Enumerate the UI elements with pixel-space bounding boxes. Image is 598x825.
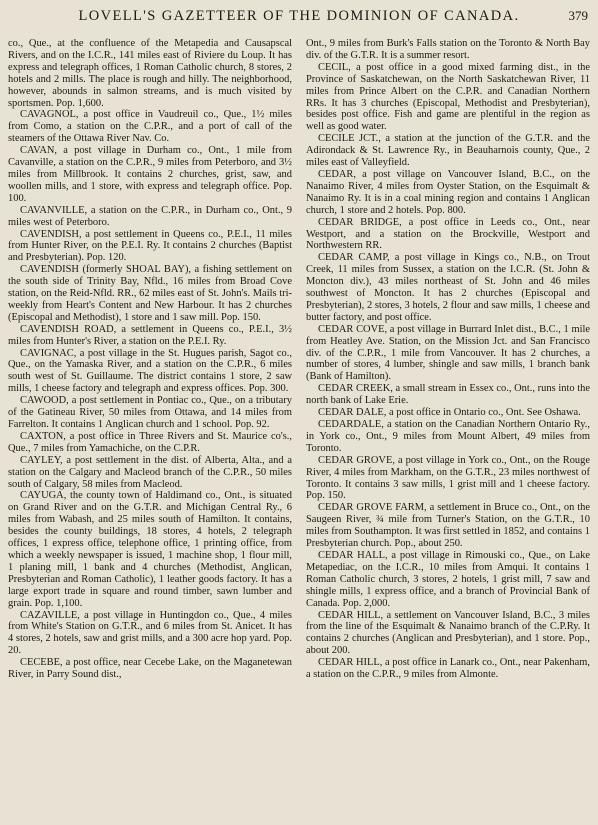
gazetteer-entry: CEDAR DALE, a post office in Ontario co., Ont. See Oshawa.: [318, 407, 581, 419]
text-columns: [8, 38, 590, 681]
right-column: [306, 38, 590, 681]
running-title: LOVELL'S GAZETTEER OF THE DOMINION OF CANADA.: [78, 8, 520, 24]
gazetteer-entry: CECIL, a post office in a good mixed farming dist., in the Province of Saskatchewan, on the North Saskatchewan River, 11 miles from Prince Albert on the C.P.R. and Canadian Northern RRs. It has 3 churches (Episcopal, Methodist and Presbyterian), besides post office. Fish and game are plentiful in the region as well as good water.: [306, 61, 590, 133]
page-number: 379: [568, 8, 588, 23]
gazetteer-entry: CAYUGA, the county town of Haldimand co., Ont., is situated on Grand River and on the G.T.R. and Michigan Central Ry., 6 miles from Wabash, and 25 miles south of Hamilton. It contains, besides the county buildings, 18 stores, 4 hotels, 2 telegraph offices, 1 express office, telephone office, 1 printing office, from which a weekly newspaper is issued, 1 machine shop, 1 flour mill, 1 planing mill, 1 bank and 4 churches (Methodist, Anglican, Presbyterian and Roman Catholic), 1 leather goods factory. It has a large export trade in square and round timber, sawn lumber and grain. Pop. 1,100.: [8, 490, 292, 609]
gazetteer-entry: CECILE JCT., a station at the junction of the G.T.R. and the Adirondack & St. Lawrence Ry., in Beauharnois county, Que., 2 miles east of Valleyfield.: [306, 133, 590, 169]
gazetteer-entry: co., Que., at the confluence of the Metapedia and Causapscal Rivers, and on the I.C.R., 141 miles east of Riviere du Loup. It has express and telegraph offices, 1 Roman Catholic church, 8 stores, 2 hotels and 2 mills. The place is rough and hilly. The neighborhood, however, abounds in salmon streams, and is much visited by sportsmen. Pop. 1,600.: [8, 38, 292, 109]
gazetteer-entry: CEDAR, a post village on Vancouver Island, B.C., on the Nanaimo River, 4 miles from Oyster Station, on the Esquimalt & Nanaimo Ry. It is in a coal mining region and contains 1 Anglican church, 1 store and 2 hotels. Pop. 800.: [306, 168, 590, 216]
gazetteer-entry: CEDAR GROVE, a post village in York co., Ont., on the Rouge River, 4 miles from Markham, on the G.T.R., 23 miles northwest of Toronto. It contains 3 saw mills, 1 grist mill and 1 cheese factory. Pop. 150.: [306, 454, 590, 502]
left-column: [8, 38, 292, 681]
gazetteer-entry: CECEBE, a post office, near Cecebe Lake, on the Maganetewan River, in Parry Sound dist.,: [8, 657, 292, 681]
gazetteer-entry: CAVENDISH (formerly SHOAL BAY), a fishing settlement on the south side of Trinity Bay, Nfld., 16 miles from Broad Cove station, on the Reid-Nfld. RR., 62 miles east of St. John's. Mails tri-weekly from Heart's Content and New Harbour. It has 2 churches (Episcopal and Methodist), 1 store and 1 saw mill. Pop. 150.: [8, 264, 292, 323]
gazetteer-entry: CEDAR CAMP, a post village in Kings co., N.B., on Trout Creek, 11 miles from Sussex, a station on the I.C.R. (St. John & Moncton div.), 43 miles northeast of St. John and 46 miles southwest of Moncton. It has 2 churches (Episcopal and Presbyterian), 2 stores, 3 hotels, 2 flour and saw mills, 1 cheese and butter factory, and post office.: [306, 252, 590, 323]
gazetteer-entry: CAVANVILLE, a station on the C.P.R., in Durham co., Ont., 9 miles west of Peterboro.: [8, 204, 292, 228]
gazetteer-entry: Ont., 9 miles from Burk's Falls station on the Toronto & North Bay div. of the G.T.R. It is a summer resort.: [306, 38, 590, 61]
gazetteer-entry: CAVIGNAC, a post village in the St. Hugues parish, Sagot co., Que., on the Yamaska River, and a station on the C.P.R., 6 miles south west of St. Guillaume. The district contains 1 store, 2 saw mills, 1 cheese factory and telegraph and express offices. Pop. 300.: [8, 347, 292, 395]
gazetteer-entry: CAXTON, a post office in Three Rivers and St. Maurice co's., Que., 7 miles from Yamachiche, on the C.P.R.: [8, 430, 292, 454]
gazetteer-entry: CEDAR BRIDGE, a post office in Leeds co., Ont., near Westport, and a station on the Brockville, Westport and Northwestern RR.: [306, 216, 590, 252]
gazetteer-entry: CEDAR HALL, a post village in Rimouski co., Que., on Lake Metapediac, on the I.C.R., 10 miles from Amqui. It contains 1 Roman Catholic church, 3 stores, 2 hotels, 1 grist mill, 7 saw and shingle mills, 1 express office, and a branch of Provincial Bank of Canada. Pop. 2,000.: [306, 549, 590, 609]
gazetteer-entry: CEDAR COVE, a post village in Burrard Inlet dist., B.C., 1 mile from Heatley Ave. Station, on the Mission Jct. and San Francisco div. of the C.P.R., 1 mile from Vancouver. It has 2 churches, a number of stores, 4 lumber, shingle and saw mills, 1 branch bank (Bank of Hamilton).: [306, 323, 590, 383]
gazetteer-entry: CEDAR CREEK, a small stream in Essex co., Ont., runs into the north bank of Lake Erie.: [306, 383, 590, 407]
gazetteer-entry: CEDAR HILL, a post office in Lanark co., Ont., near Pakenham, a station on the C.P.R., 9 miles from Almonte.: [306, 657, 590, 681]
gazetteer-entry: CEDARDALE, a station on the Canadian Northern Ontario Ry., in York co., Ont., 9 miles from Mount Albert, 49 miles from Toronto.: [306, 419, 590, 454]
gazetteer-entry: CAZAVILLE, a post village in Huntingdon co., Que., 4 miles from White's Station on G.T.R., and 6 miles from St. Anicet. It has 4 stores, 2 hotels, saw and grist mills, and a 300 acre hop yard. Pop. 20.: [8, 609, 292, 657]
gazetteer-entry: CEDAR HILL, a settlement on Vancouver Island, B.C., 3 miles from the line of the Esquimalt & Nanaimo branch of the C.P.Ry. It contains 2 churches (Anglican and Presbyterian), and 1 store. Pop., about 200.: [306, 609, 590, 657]
page-header: [8, 6, 590, 26]
gazetteer-entry: CAVENDISH, a post settlement in Queens co., P.E.I., 11 miles from Hunter River, on the P.E.I. Ry. It contains 2 churches (Baptist and Presbyterian). Pop. 120.: [8, 228, 292, 264]
gazetteer-entry: CAYLEY, a post settlement in the dist. of Alberta, Alta., and a station on the Calgary and Macleod branch of the C.P.R., 50 miles south of Calgary, 58 miles from Macleod.: [8, 454, 292, 490]
gazetteer-entry: CAVENDISH ROAD, a settlement in Queens co., P.E.I., 3½ miles from Hunter's River, a station on the P.E.I. Ry.: [8, 323, 292, 347]
gazetteer-entry: CAVAN, a post village in Durham co., Ont., 1 mile from Cavanville, a station on the C.P.R., 9 miles from Peterboro, and 3½ miles from Millbrook. It contains 2 churches, grist, saw, and woollen mills, and 1 store, with express and telegraph office. Pop. 100.: [8, 145, 292, 204]
gazetteer-entry: CAVAGNOL, a post office in Vaudreuil co., Que., 1½ miles from Como, a station on the C.P.R., and a port of call of the steamers of the Ottawa River Nav. Co.: [8, 109, 292, 145]
gazetteer-entry: CAWOOD, a post settlement in Pontiac co., Que., on a tributary of the Gatineau River, 50 miles from Ottawa, and 14 miles from Farrelton. It contains 1 Anglican church and 1 school. Pop. 92.: [8, 395, 292, 430]
gazetteer-entry: CEDAR GROVE FARM, a settlement in Bruce co., Ont., on the Saugeen River, ¾ mile from Turner's Station, on the G.T.R., 10 miles from Southampton. It was first settled in 1852, and contains 1 Presbyterian church. Pop., about 250.: [306, 502, 590, 550]
